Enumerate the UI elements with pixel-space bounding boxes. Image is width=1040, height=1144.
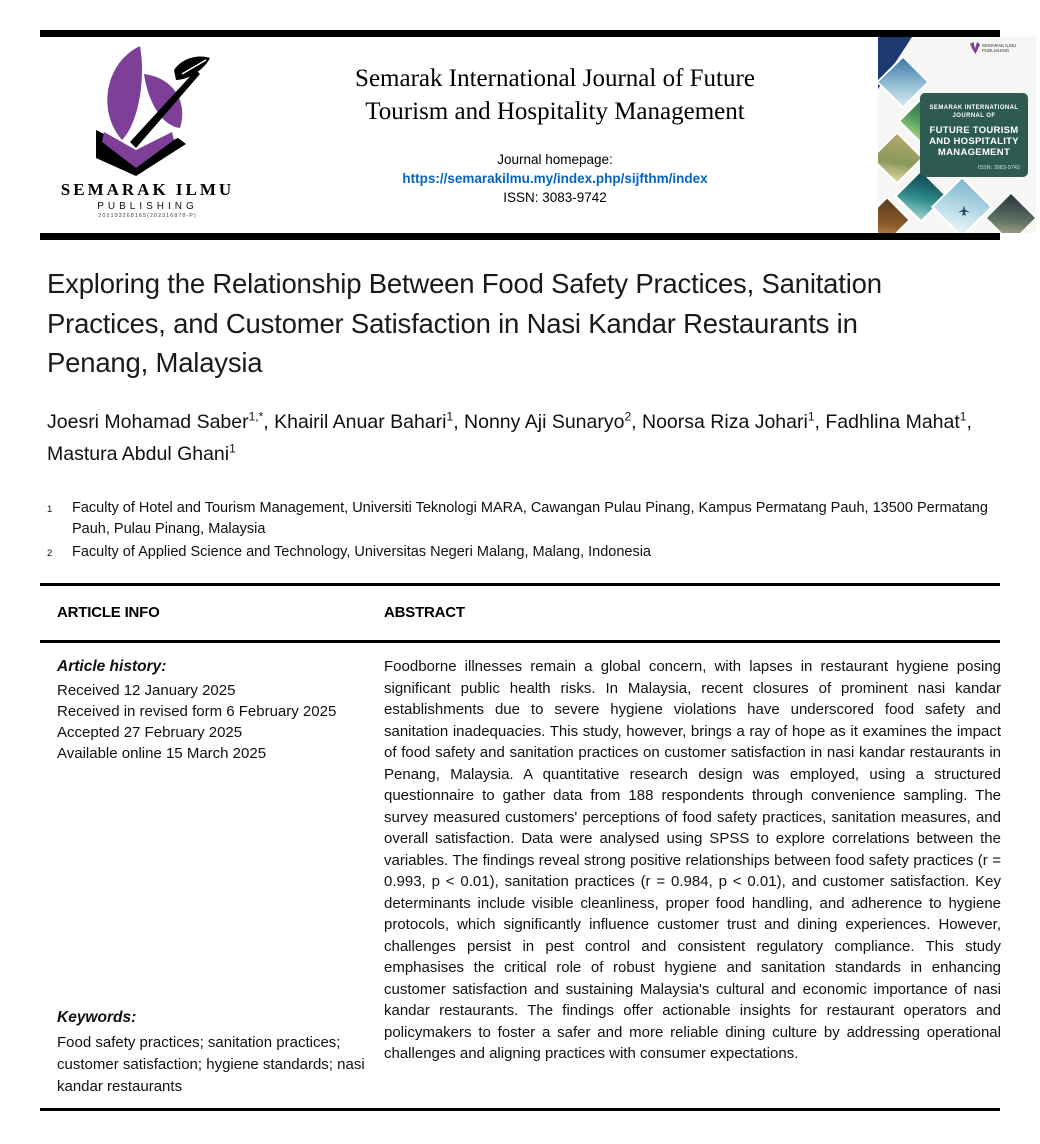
cover-photo-diamond-wave bbox=[897, 172, 945, 220]
keywords-block bbox=[57, 1007, 379, 1098]
abstract-heading: ABSTRACT bbox=[384, 604, 465, 621]
info-top-rule bbox=[40, 583, 1000, 586]
author: Fadhlina Mahat$^1$, bbox=[825, 409, 972, 433]
publisher-name: SEMARAK ILMU bbox=[60, 180, 235, 199]
publisher-logo bbox=[55, 40, 240, 219]
affiliation-list bbox=[47, 498, 997, 566]
journal-masthead bbox=[245, 62, 865, 207]
author-list bbox=[47, 406, 993, 470]
cover-journal-title: FUTURE TOURISM AND HOSPITALITY MANAGEMENT bbox=[929, 125, 1019, 158]
affiliation-number: 1 bbox=[47, 504, 53, 515]
info-bottom-rule bbox=[40, 1108, 1000, 1111]
cover-photo-diamond-mountain bbox=[987, 194, 1035, 233]
article-title: Exploring the Relationship Between Food Safety Practices, Sanitation Practices, and Customer Satisfaction in Nasi Kandar Restaurants in Penang, Malaysia bbox=[47, 268, 882, 378]
cover-series-line2: JOURNAL OF bbox=[952, 112, 996, 119]
abstract-text: Foodborne illnesses remain a global concern, with lapses in restaurant hygiene posing significant public health risks. In Malaysia, recent closures of prominent nasi kandar establishments due to severe hygiene violations have underscored food safety and sanitation inadequacies. This study, however, brings a ray of hope as it examines the impact of food safety and sanitation practices on customer satisfaction in nasi kandar restaurants in Penang, Malaysia. A quantitative research design was employed, using a structured questionnaire to gather data from 188 respondents through convenience sampling. The survey measured customers' perceptions of food safety practices, sanitation measures, and overall satisfaction. Data were analysed using SPSS to explore correlations between the variables. The findings reveal strong positive relationships between food safety practices (r = 0.993, p < 0.01), sanitation practices (r = 0.984, p < 0.01), and customer satisfaction. Key determinants include visible cleanliness, proper food handling, and adherence to hygiene protocols, which significantly influence customer trust and dining experiences. However, challenges persist in pest control and consistent regulatory compliance. This study emphasises the critical role of robust hygiene and sanitation standards in enhancing customer satisfaction and sustaining Malaysia's cultural and economic importance of nasi kandar restaurants. The findings offer actionable insights for restaurant operators and policymakers to foster a safer and more reliable dining culture by addressing operational challenges and aligning practices with consumer expectations. bbox=[384, 658, 1001, 1062]
keywords-label: Keywords: bbox=[57, 1009, 137, 1026]
author-affiliation-sup: 1 bbox=[229, 441, 236, 456]
cover-photo-diamond-map bbox=[878, 134, 921, 182]
affiliation-row bbox=[47, 542, 997, 564]
cover-publisher-logo bbox=[970, 42, 1026, 54]
cover-photo-diamond-boat bbox=[878, 199, 908, 233]
homepage-link[interactable]: https://semarakilmu.my/index.php/sijfthm/index bbox=[402, 171, 708, 186]
author-affiliation-sup: 1,* bbox=[248, 409, 264, 424]
cover-series-line1: SEMARAK INTERNATIONAL bbox=[929, 105, 1019, 111]
author-affiliation-sup: 2 bbox=[624, 409, 632, 424]
author: Khairil Anuar Bahari$^1$, bbox=[274, 409, 465, 433]
author-affiliation-sup: 1 bbox=[446, 409, 454, 424]
affiliation-text: Faculty of Hotel and Tourism Management, Universiti Teknologi MARA, Cawangan Pulau Pinang, Kampus Permatang Pauh, 13500 Permatang Pauh, Pulau Pinang, Malaysia bbox=[72, 500, 988, 537]
publisher-registration-number: 202103268165(202316878-P) bbox=[98, 213, 197, 219]
history-item: Received in revised form 6 February 2025 bbox=[57, 703, 337, 720]
publisher-logo-icon bbox=[78, 40, 218, 178]
header-bottom-rule bbox=[40, 233, 1000, 240]
article-info-heading: ARTICLE INFO bbox=[57, 604, 160, 621]
author: Mastura Abdul Ghani$^1$ bbox=[47, 441, 236, 465]
journal-issn: ISSN: 3083-9742 bbox=[503, 190, 607, 205]
history-item: Received 12 January 2025 bbox=[57, 682, 236, 699]
cover-publisher-mark-icon bbox=[970, 42, 980, 54]
info-middle-rule bbox=[40, 640, 1000, 643]
author-affiliation-sup: 1 bbox=[807, 409, 815, 424]
author-separator: , bbox=[966, 411, 972, 433]
author-separator: , bbox=[263, 411, 275, 433]
cover-photo-diamond-airplane bbox=[934, 179, 991, 233]
journal-name-line2: Tourism and Hospitality Management bbox=[365, 98, 745, 125]
header-top-rule bbox=[40, 30, 1000, 37]
author-affiliation-sup: 1 bbox=[959, 409, 967, 424]
homepage-label: Journal homepage: bbox=[497, 152, 613, 167]
author: Nonny Aji Sunaryo$^2$, bbox=[464, 409, 642, 433]
journal-name-line1: Semarak International Journal of Future bbox=[355, 65, 755, 92]
author: Joesri Mohamad Saber$^{1,*}$, bbox=[47, 409, 275, 433]
article-history bbox=[57, 656, 367, 764]
keywords-text: Food safety practices; sanitation practices; customer satisfaction; hygiene standards; nasi kandar restaurants bbox=[57, 1034, 365, 1095]
history-item: Available online 15 March 2025 bbox=[57, 745, 267, 762]
author: Noorsa Riza Johari$^1$, bbox=[642, 409, 826, 433]
publisher-subtitle: PUBLISHING bbox=[97, 201, 198, 212]
cover-issn: ISSN: 3083-9742 bbox=[977, 165, 1020, 171]
cover-title-panel bbox=[920, 93, 1028, 177]
affiliation-row bbox=[47, 498, 997, 540]
author-separator: , bbox=[453, 411, 465, 433]
author-separator: , bbox=[631, 411, 642, 433]
affiliation-number: 2 bbox=[47, 548, 53, 559]
history-item: Accepted 27 February 2025 bbox=[57, 724, 243, 741]
affiliation-text: Faculty of Applied Science and Technology, Universitas Negeri Malang, Malang, Indonesia bbox=[72, 544, 651, 560]
author-separator: , bbox=[814, 411, 826, 433]
journal-cover-thumbnail bbox=[878, 37, 1036, 233]
journal-name bbox=[245, 62, 865, 128]
article-info-section bbox=[40, 583, 1000, 1114]
cover-publisher-label: SEMARAK ILMU PUBLISHING bbox=[982, 43, 1017, 53]
journal-homepage bbox=[245, 150, 865, 188]
article-history-label: Article history: bbox=[57, 658, 167, 675]
